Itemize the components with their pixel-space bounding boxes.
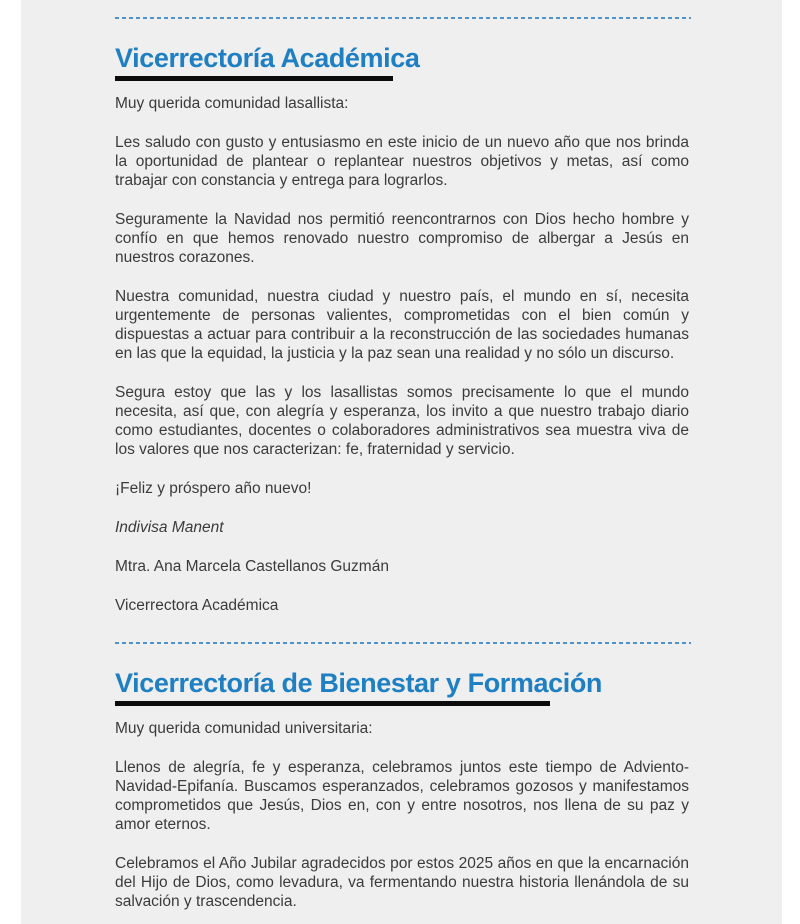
body-paragraph: Les saludo con gusto y entusiasmo en este inicio de un nuevo año que nos brinda la oportunidad de plantear o replantear nuestros objetivos y metas, así como trabajar con constancia y entrega para lograrlos. [115,134,689,189]
section-vicerrectoria-academica [115,43,689,615]
newsletter-panel [21,0,782,924]
section-divider [115,17,691,19]
title-underline-bar [115,76,393,81]
section-vicerrectoria-bienestar [115,668,689,911]
body-paragraph: Nuestra comunidad, nuestra ciudad y nuestro país, el mundo en sí, necesita urgentemente de personas valientes, comprometidas con el bien común y dispuestas a actuar para contribuir a la reconstrucción de las sociedades humanas en las que la equidad, la justicia y la paz sean una realidad y no sólo un discurso. [115,288,689,362]
newsletter-content [115,17,689,911]
title-underline-bar [115,701,550,706]
body-paragraph: Segura estoy que las y los lasallistas somos precisamente lo que el mundo necesita, así que, con alegría y esperanza, los invito a que nuestro trabajo diario como estudiantes, docentes o colaboradores administrativos sea muestra viva de los valores que nos caracterizan: fe, fraternidad y servicio. [115,384,689,458]
section-divider [115,642,691,644]
body-paragraph: Celebramos el Año Jubilar agradecidos por estos 2025 años en que la encarnación del Hijo de Dios, como levadura, va fermentando nuestra historia llenándola de su salvación y trascendencia. [115,855,689,910]
section-title: Vicerrectoría Académica [115,43,420,73]
salutation: Muy querida comunidad universitaria: [115,720,373,737]
motto-line: Indivisa Manent [115,519,224,536]
section-title: Vicerrectoría de Bienestar y Formación [115,668,603,698]
closing-line: ¡Feliz y próspero año nuevo! [115,480,312,497]
signature-name: Mtra. Ana Marcela Castellanos Guzmán [115,558,389,575]
body-paragraph: Llenos de alegría, fe y esperanza, celebramos juntos este tiempo de Adviento-Navidad-Epifanía. Buscamos esperanzados, celebramos gozosos y manifestamos comprometidos que Jesús, Dios en, con y entre nosotros, nos llena de su paz y amor eternos. [115,759,689,833]
signature-role: Vicerrectora Académica [115,597,279,614]
salutation: Muy querida comunidad lasallista: [115,95,349,112]
body-paragraph: Seguramente la Navidad nos permitió reencontrarnos con Dios hecho hombre y confío en que hemos renovado nuestro compromiso de albergar a Jesús en nuestros corazones. [115,211,689,266]
